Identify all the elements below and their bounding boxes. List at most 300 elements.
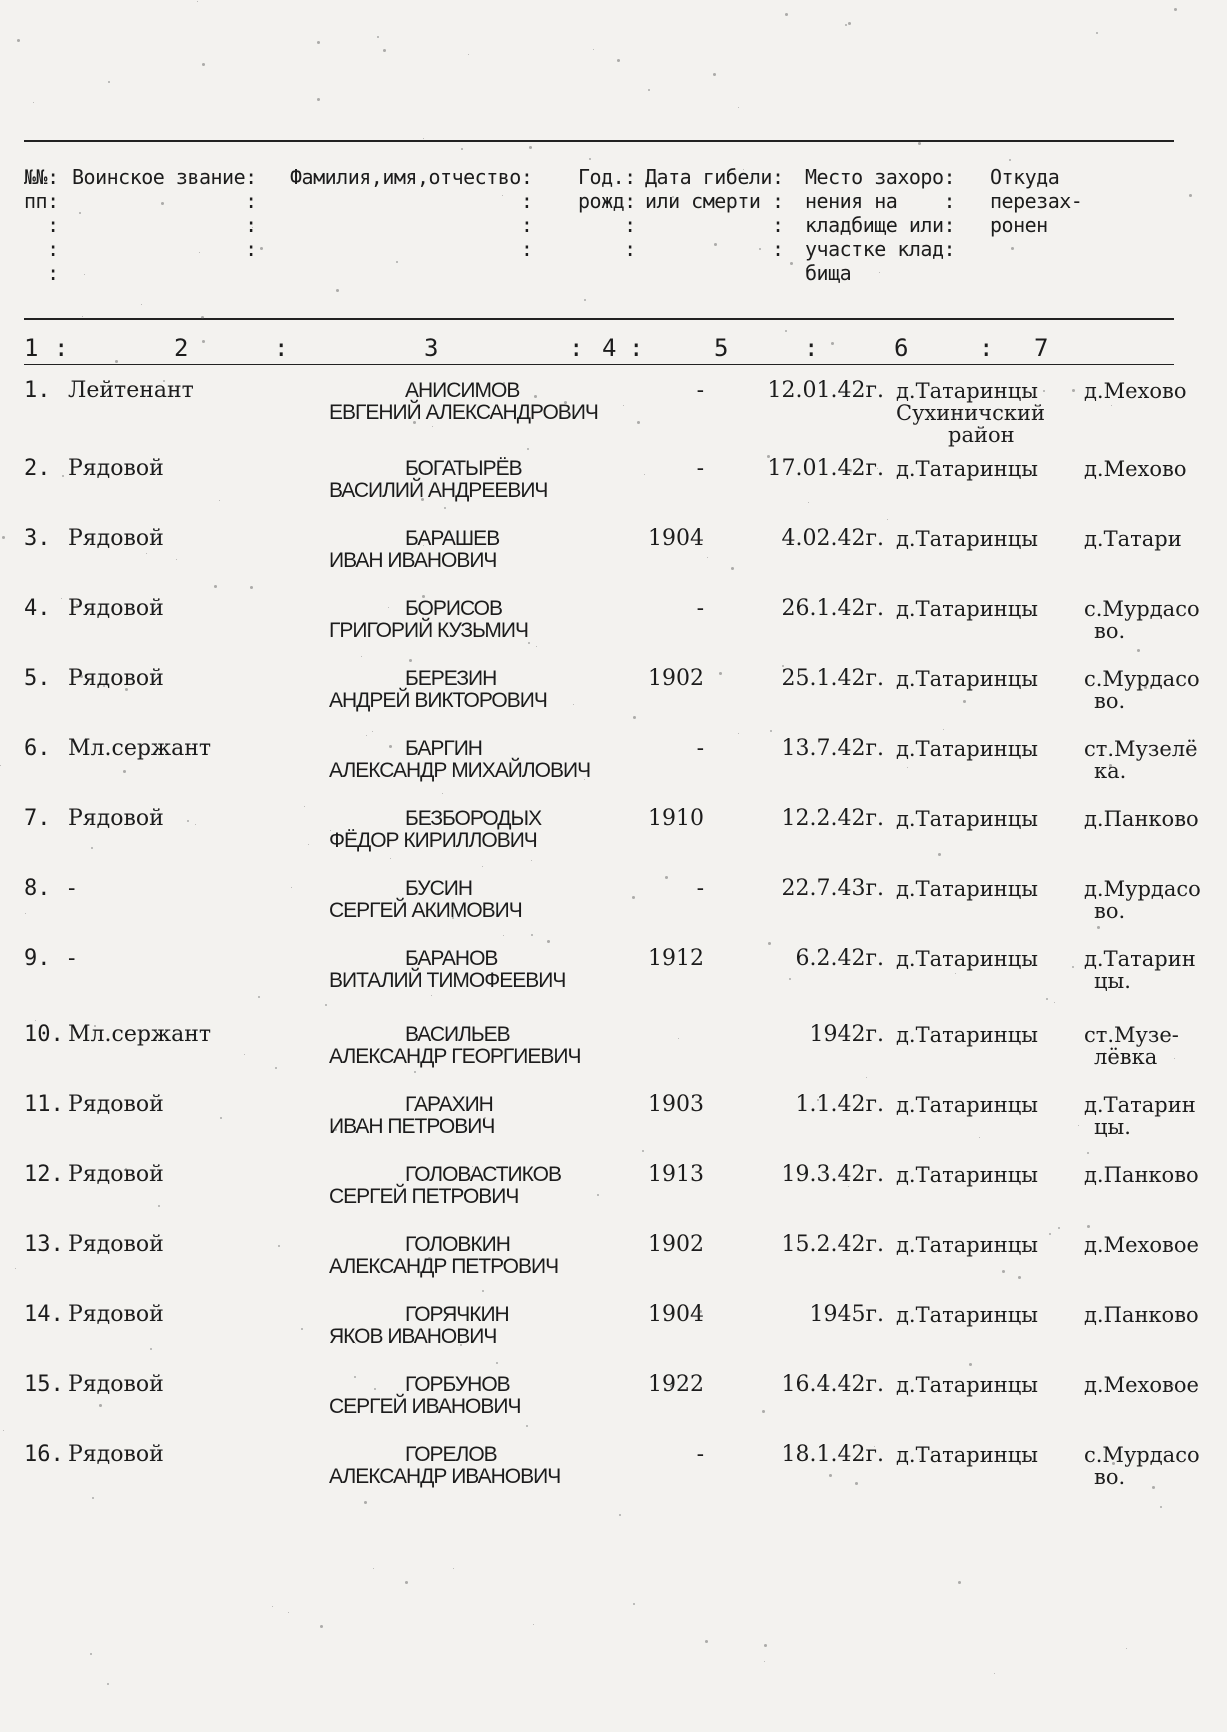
death-date: 25.1.42г. bbox=[781, 666, 884, 691]
paper-speck bbox=[847, 1178, 849, 1180]
paper-speck bbox=[667, 964, 669, 966]
paper-speck bbox=[743, 169, 744, 170]
column-number-row bbox=[24, 334, 1174, 364]
surname: ГОЛОВАСТИКОВ bbox=[405, 1163, 561, 1186]
paper-speck bbox=[1046, 998, 1048, 1000]
paper-speck bbox=[617, 59, 620, 62]
paper-speck bbox=[361, 656, 362, 657]
paper-speck bbox=[35, 1020, 36, 1021]
paper-speck bbox=[1126, 1648, 1127, 1649]
military-rank: Рядовой bbox=[68, 1372, 164, 1397]
birth-year: 1903 bbox=[648, 1092, 704, 1117]
death-date: 12.2.42г. bbox=[781, 806, 884, 831]
given-names: ИВАН ИВАНОВИЧ bbox=[329, 549, 497, 572]
paper-speck bbox=[529, 146, 532, 149]
paper-speck bbox=[62, 475, 64, 477]
paper-speck bbox=[672, 196, 674, 198]
full-name bbox=[329, 668, 659, 712]
paper-speck bbox=[197, 1, 198, 2]
burial-place-line: д.Татаринцы bbox=[896, 1023, 1038, 1047]
surname: БОГАТЫРЁВ bbox=[405, 457, 522, 480]
paper-speck bbox=[141, 304, 142, 305]
burial-place bbox=[896, 738, 1086, 760]
table-row bbox=[24, 1232, 1199, 1304]
burial-place-line: д.Татаринцы bbox=[896, 597, 1038, 621]
full-name bbox=[329, 1094, 659, 1138]
surname: БАРГИН bbox=[405, 737, 482, 760]
birth-year: 1904 bbox=[648, 526, 704, 551]
paper-speck bbox=[150, 1348, 152, 1350]
record-number: 13. bbox=[24, 1232, 64, 1257]
paper-speck bbox=[768, 942, 771, 945]
burial-place bbox=[896, 878, 1086, 900]
surname: БОРИСОВ bbox=[405, 597, 503, 620]
paper-speck bbox=[291, 887, 292, 888]
record-number: 8. bbox=[24, 876, 51, 901]
table-row bbox=[24, 1442, 1200, 1514]
paper-speck bbox=[187, 820, 189, 822]
given-names: СЕРГЕЙ ПЕТРОВИЧ bbox=[329, 1185, 519, 1208]
paper-speck bbox=[573, 704, 574, 705]
paper-speck bbox=[355, 1343, 356, 1344]
reburied-from-line: д.Татари bbox=[1084, 527, 1182, 551]
paper-speck bbox=[1111, 405, 1112, 406]
given-names: ГРИГОРИЙ КУЗЬМИЧ bbox=[329, 619, 528, 642]
paper-speck bbox=[1002, 1270, 1005, 1273]
paper-speck bbox=[1104, 1052, 1105, 1053]
paper-speck bbox=[584, 299, 586, 301]
paper-speck bbox=[874, 1446, 875, 1447]
record-number: 16. bbox=[24, 1442, 64, 1467]
table-row bbox=[24, 378, 1187, 450]
record-number: 12. bbox=[24, 1162, 64, 1187]
reburied-from bbox=[1084, 458, 1214, 480]
header-col-rank: Воинское звание: : : : bbox=[72, 165, 257, 261]
birth-year: 1922 bbox=[648, 1372, 704, 1397]
column-number: 7 bbox=[1034, 334, 1049, 362]
paper-speck bbox=[423, 545, 424, 546]
death-date: 18.1.42г. bbox=[781, 1442, 884, 1467]
paper-speck bbox=[648, 89, 650, 91]
paper-speck bbox=[202, 340, 205, 343]
column-number: 4 bbox=[602, 334, 617, 362]
paper-speck bbox=[301, 1328, 303, 1330]
paper-speck bbox=[1160, 1506, 1162, 1508]
table-row bbox=[24, 528, 1184, 598]
reburied-from-line: д.Татарин bbox=[1084, 1093, 1196, 1117]
military-rank: Мл.сержант bbox=[68, 736, 212, 761]
table-row bbox=[24, 1162, 1199, 1234]
paper-speck bbox=[526, 1425, 528, 1427]
paper-speck bbox=[637, 421, 640, 424]
column-number: 3 bbox=[424, 334, 439, 362]
reburied-from bbox=[1084, 1304, 1214, 1326]
paper-speck bbox=[533, 1624, 534, 1625]
paper-speck bbox=[431, 995, 432, 996]
paper-speck bbox=[1109, 764, 1112, 767]
paper-speck bbox=[317, 41, 320, 44]
death-date: 22.7.43г. bbox=[781, 876, 884, 901]
reburied-from bbox=[1084, 598, 1214, 642]
military-rank: - bbox=[68, 876, 76, 901]
paper-speck bbox=[383, 49, 386, 52]
full-name bbox=[329, 738, 659, 782]
military-rank: Рядовой bbox=[68, 1442, 164, 1467]
military-rank: Рядовой bbox=[68, 1162, 164, 1187]
header-col-reburied-from: Откуда перезах- ронен bbox=[990, 165, 1083, 237]
reburied-from-line: во. bbox=[1094, 899, 1126, 923]
paper-speck bbox=[1112, 1462, 1115, 1465]
paper-speck bbox=[0, 765, 1, 766]
death-date: 19.3.42г. bbox=[781, 1162, 884, 1187]
paper-speck bbox=[421, 498, 424, 501]
given-names: ИВАН ПЕТРОВИЧ bbox=[329, 1115, 495, 1138]
paper-speck bbox=[642, 1150, 644, 1152]
column-number: 1 bbox=[24, 334, 39, 362]
paper-speck bbox=[84, 274, 85, 275]
burial-place-line: район bbox=[948, 423, 1015, 447]
paper-speck bbox=[15, 1268, 16, 1269]
full-name bbox=[329, 1374, 659, 1418]
burial-place-line: д.Татаринцы bbox=[896, 807, 1038, 831]
paper-speck bbox=[979, 1137, 980, 1138]
record-number: 7. bbox=[24, 806, 51, 831]
reburied-from-line: во. bbox=[1094, 689, 1126, 713]
paper-speck bbox=[3, 1430, 4, 1431]
paper-speck bbox=[202, 63, 205, 66]
record-number: 9. bbox=[24, 946, 51, 971]
surname: ГОРЕЛОВ bbox=[405, 1443, 497, 1466]
paper-speck bbox=[714, 243, 717, 246]
paper-speck bbox=[829, 1474, 832, 1477]
paper-speck bbox=[589, 158, 591, 160]
paper-speck bbox=[320, 1625, 323, 1628]
reburied-from-line: д.Татарин bbox=[1084, 947, 1196, 971]
paper-speck bbox=[503, 935, 504, 936]
paper-speck bbox=[107, 1683, 109, 1685]
military-rank: Рядовой bbox=[68, 596, 164, 621]
record-number: 1. bbox=[24, 378, 51, 403]
table-row bbox=[24, 1092, 1196, 1164]
paper-speck bbox=[849, 469, 852, 472]
paper-speck bbox=[390, 858, 391, 859]
table-row bbox=[24, 1372, 1199, 1444]
paper-speck bbox=[547, 940, 550, 943]
given-names: АЛЕКСАНДР ПЕТРОВИЧ bbox=[329, 1255, 559, 1278]
full-name bbox=[329, 948, 659, 992]
paper-speck bbox=[907, 767, 908, 768]
paper-speck bbox=[1078, 1125, 1079, 1126]
paper-speck bbox=[354, 1376, 356, 1378]
paper-speck bbox=[1087, 1152, 1089, 1154]
paper-speck bbox=[1087, 1225, 1090, 1228]
burial-place bbox=[896, 528, 1086, 550]
record-number: 15. bbox=[24, 1372, 64, 1397]
full-name bbox=[329, 1024, 659, 1068]
column-separator: : bbox=[569, 334, 584, 362]
birth-year: - bbox=[696, 876, 704, 901]
paper-speck bbox=[705, 1640, 708, 1643]
paper-speck bbox=[123, 770, 126, 773]
burial-place-line: д.Татаринцы bbox=[896, 1443, 1038, 1467]
reburied-from-line: во. bbox=[1094, 1465, 1126, 1489]
paper-speck bbox=[764, 1644, 767, 1647]
paper-speck bbox=[943, 729, 944, 730]
death-date: 12.01.42г. bbox=[767, 378, 884, 403]
paper-speck bbox=[531, 860, 532, 861]
paper-speck bbox=[767, 455, 770, 458]
paper-speck bbox=[482, 866, 483, 867]
reburied-from-line: д.Мехово bbox=[1084, 457, 1187, 481]
surname: БЕЗБОРОДЫХ bbox=[405, 807, 542, 830]
paper-speck bbox=[334, 1128, 337, 1131]
paper-speck bbox=[103, 685, 105, 687]
paper-speck bbox=[393, 173, 394, 174]
burial-place-line: д.Татаринцы bbox=[896, 1373, 1038, 1397]
burial-place bbox=[896, 1444, 1086, 1466]
paper-speck bbox=[468, 1404, 469, 1405]
given-names: АЛЕКСАНДР ГЕОРГИЕВИЧ bbox=[329, 1045, 581, 1068]
paper-speck bbox=[288, 1612, 289, 1613]
reburied-from-line: ст.Музе- bbox=[1084, 1023, 1179, 1047]
military-rank: Рядовой bbox=[68, 1302, 164, 1327]
paper-speck bbox=[738, 733, 739, 734]
paper-speck bbox=[699, 1310, 702, 1313]
header-col-birth-year: Год.: рожд: : : bbox=[578, 165, 636, 261]
burial-place bbox=[896, 380, 1086, 446]
paper-speck bbox=[414, 1071, 416, 1073]
paper-speck bbox=[891, 224, 892, 225]
paper-speck bbox=[503, 382, 505, 384]
paper-speck bbox=[92, 1497, 94, 1499]
paper-speck bbox=[341, 1328, 343, 1330]
paper-speck bbox=[831, 342, 834, 345]
paper-speck bbox=[534, 395, 537, 398]
death-date: 1.1.42г. bbox=[795, 1092, 884, 1117]
given-names: ЕВГЕНИЙ АЛЕКСАНДРОВИЧ bbox=[329, 401, 598, 424]
paper-speck bbox=[1152, 1486, 1155, 1489]
paper-speck bbox=[938, 853, 941, 856]
paper-speck bbox=[325, 1004, 327, 1006]
reburied-from bbox=[1084, 948, 1214, 992]
paper-speck bbox=[1172, 1384, 1174, 1386]
birth-year: 1910 bbox=[648, 806, 704, 831]
column-separator: : bbox=[54, 334, 69, 362]
burial-place bbox=[896, 808, 1086, 830]
paper-speck bbox=[220, 1117, 222, 1119]
paper-speck bbox=[1011, 247, 1014, 250]
paper-speck bbox=[428, 1257, 431, 1260]
column-separator: : bbox=[274, 334, 289, 362]
reburied-from-line: ка. bbox=[1094, 759, 1127, 783]
death-date: 13.7.42г. bbox=[781, 736, 884, 761]
paper-speck bbox=[817, 1099, 819, 1101]
paper-speck bbox=[1189, 194, 1192, 197]
full-name bbox=[329, 598, 659, 642]
reburied-from bbox=[1084, 1234, 1214, 1256]
given-names: СЕРГЕЙ ИВАНОВИЧ bbox=[329, 1395, 521, 1418]
paper-speck bbox=[452, 917, 454, 919]
full-name bbox=[329, 528, 659, 572]
surname: ГОРБУНОВ bbox=[405, 1373, 510, 1396]
column-separator: : bbox=[804, 334, 819, 362]
paper-speck bbox=[1054, 1002, 1055, 1003]
paper-speck bbox=[502, 195, 503, 196]
reburied-from-line: с.Мурдасо bbox=[1084, 667, 1200, 691]
paper-speck bbox=[738, 107, 739, 108]
paper-speck bbox=[482, 1290, 484, 1292]
record-number: 2. bbox=[24, 456, 51, 481]
birth-year: - bbox=[696, 1442, 704, 1467]
reburied-from bbox=[1084, 878, 1214, 922]
burial-place-line: д.Татаринцы bbox=[896, 667, 1038, 691]
burial-place-line: д.Татаринцы bbox=[896, 1303, 1038, 1327]
birth-year: 1904 bbox=[648, 1302, 704, 1327]
paper-speck bbox=[442, 793, 443, 794]
burial-place-line: д.Татаринцы bbox=[896, 1233, 1038, 1257]
reburied-from bbox=[1084, 380, 1214, 402]
paper-speck bbox=[887, 519, 888, 520]
paper-speck bbox=[845, 24, 847, 26]
military-rank: Рядовой bbox=[68, 1232, 164, 1257]
paper-speck bbox=[94, 1025, 96, 1027]
paper-speck bbox=[879, 272, 880, 273]
reburied-from-line: д.Панково bbox=[1084, 807, 1199, 831]
reburied-from-line: во. bbox=[1094, 619, 1126, 643]
burial-place-line: д.Татаринцы bbox=[896, 527, 1038, 551]
header-col-death-date: Дата гибели: или смерти : : : bbox=[645, 165, 784, 261]
reburied-from bbox=[1084, 1444, 1214, 1488]
paper-speck bbox=[759, 248, 761, 250]
birth-year: - bbox=[696, 456, 704, 481]
paper-speck bbox=[1058, 1227, 1060, 1229]
paper-speck bbox=[1043, 390, 1045, 392]
column-separator: : bbox=[979, 334, 994, 362]
paper-speck bbox=[665, 876, 668, 879]
record-number: 14. bbox=[24, 1302, 64, 1327]
paper-speck bbox=[396, 261, 398, 263]
paper-speck bbox=[790, 262, 793, 265]
paper-speck bbox=[770, 730, 772, 732]
birth-year: - bbox=[696, 736, 704, 761]
paper-speck bbox=[593, 49, 594, 50]
column-number: 6 bbox=[894, 334, 909, 362]
paper-speck bbox=[1144, 686, 1147, 689]
surname: БАРАНОВ bbox=[405, 947, 498, 970]
header-bottom-rule bbox=[24, 318, 1174, 320]
reburied-from bbox=[1084, 808, 1214, 830]
military-rank: Рядовой bbox=[68, 456, 164, 481]
top-rule bbox=[24, 140, 1174, 142]
burial-place bbox=[896, 668, 1086, 690]
paper-speck bbox=[258, 996, 260, 998]
death-date: 15.2.42г. bbox=[781, 1232, 884, 1257]
column-number: 2 bbox=[174, 334, 189, 362]
full-name bbox=[329, 458, 659, 502]
paper-speck bbox=[713, 73, 716, 76]
paper-speck bbox=[82, 316, 83, 317]
paper-speck bbox=[969, 1363, 972, 1366]
military-rank: Лейтенант bbox=[68, 378, 194, 403]
military-rank: Рядовой bbox=[68, 1092, 164, 1117]
paper-speck bbox=[33, 102, 34, 103]
paper-speck bbox=[955, 1177, 958, 1180]
death-date: 1942г. bbox=[809, 1022, 884, 1047]
reburied-from-line: с.Мурдасо bbox=[1084, 1443, 1200, 1467]
paper-speck bbox=[388, 607, 389, 608]
military-rank: Мл.сержант bbox=[68, 1022, 212, 1047]
given-names: АНДРЕЙ ВИКТОРОВИЧ bbox=[329, 689, 547, 712]
reburied-from bbox=[1084, 1094, 1214, 1138]
full-name bbox=[329, 1444, 659, 1488]
burial-place bbox=[896, 1234, 1086, 1256]
reburied-from-line: д.Мурдасо bbox=[1084, 877, 1201, 901]
paper-speck bbox=[250, 586, 253, 589]
paper-speck bbox=[866, 1077, 867, 1078]
surname: БУСИН bbox=[405, 877, 473, 900]
table-row bbox=[24, 946, 1196, 1018]
burial-place bbox=[896, 1024, 1086, 1046]
paper-speck bbox=[99, 1404, 102, 1407]
paper-speck bbox=[214, 585, 217, 588]
full-name bbox=[329, 808, 659, 852]
paper-speck bbox=[108, 81, 110, 83]
burial-place bbox=[896, 458, 1086, 480]
paper-speck bbox=[2, 536, 5, 539]
paper-speck bbox=[994, 1673, 995, 1674]
table-row bbox=[24, 596, 1200, 668]
paper-speck bbox=[304, 806, 305, 807]
paper-speck bbox=[453, 1568, 454, 1569]
reburied-from-line: д.Меховое bbox=[1084, 1373, 1199, 1397]
record-number: 11. bbox=[24, 1092, 64, 1117]
paper-speck bbox=[632, 896, 635, 899]
paper-speck bbox=[195, 824, 196, 825]
paper-speck bbox=[496, 1362, 498, 1364]
birth-year: 1912 bbox=[648, 946, 704, 971]
burial-place-line: д.Татаринцы bbox=[896, 947, 1038, 971]
paper-speck bbox=[919, 1459, 920, 1460]
paper-speck bbox=[146, 553, 147, 554]
reburied-from bbox=[1084, 738, 1214, 782]
death-date: 4.02.42г. bbox=[781, 526, 884, 551]
paper-speck bbox=[373, 1568, 374, 1569]
paper-speck bbox=[17, 39, 20, 42]
paper-speck bbox=[484, 1117, 486, 1119]
reburied-from-line: д.Мехово bbox=[1084, 379, 1187, 403]
record-number: 4. bbox=[24, 596, 51, 621]
given-names: СЕРГЕЙ АКИМОВИЧ bbox=[329, 899, 522, 922]
burial-place-line: д.Татаринцы bbox=[896, 1093, 1038, 1117]
paper-speck bbox=[366, 735, 367, 736]
paper-speck bbox=[785, 13, 788, 16]
paper-speck bbox=[91, 847, 93, 849]
paper-speck bbox=[330, 830, 331, 831]
surname: ГОРЯЧКИН bbox=[405, 1303, 509, 1326]
paper-speck bbox=[785, 330, 787, 332]
death-date: 6.2.42г. bbox=[795, 946, 884, 971]
burial-place bbox=[896, 948, 1086, 970]
burial-place bbox=[896, 598, 1086, 620]
paper-speck bbox=[468, 54, 469, 55]
paper-speck bbox=[472, 1166, 473, 1167]
reburied-from-line: лёвка bbox=[1094, 1045, 1158, 1069]
paper-speck bbox=[278, 1245, 280, 1247]
paper-speck bbox=[1137, 649, 1140, 652]
birth-year: 1902 bbox=[648, 666, 704, 691]
military-rank: - bbox=[68, 946, 76, 971]
paper-speck bbox=[422, 595, 425, 598]
